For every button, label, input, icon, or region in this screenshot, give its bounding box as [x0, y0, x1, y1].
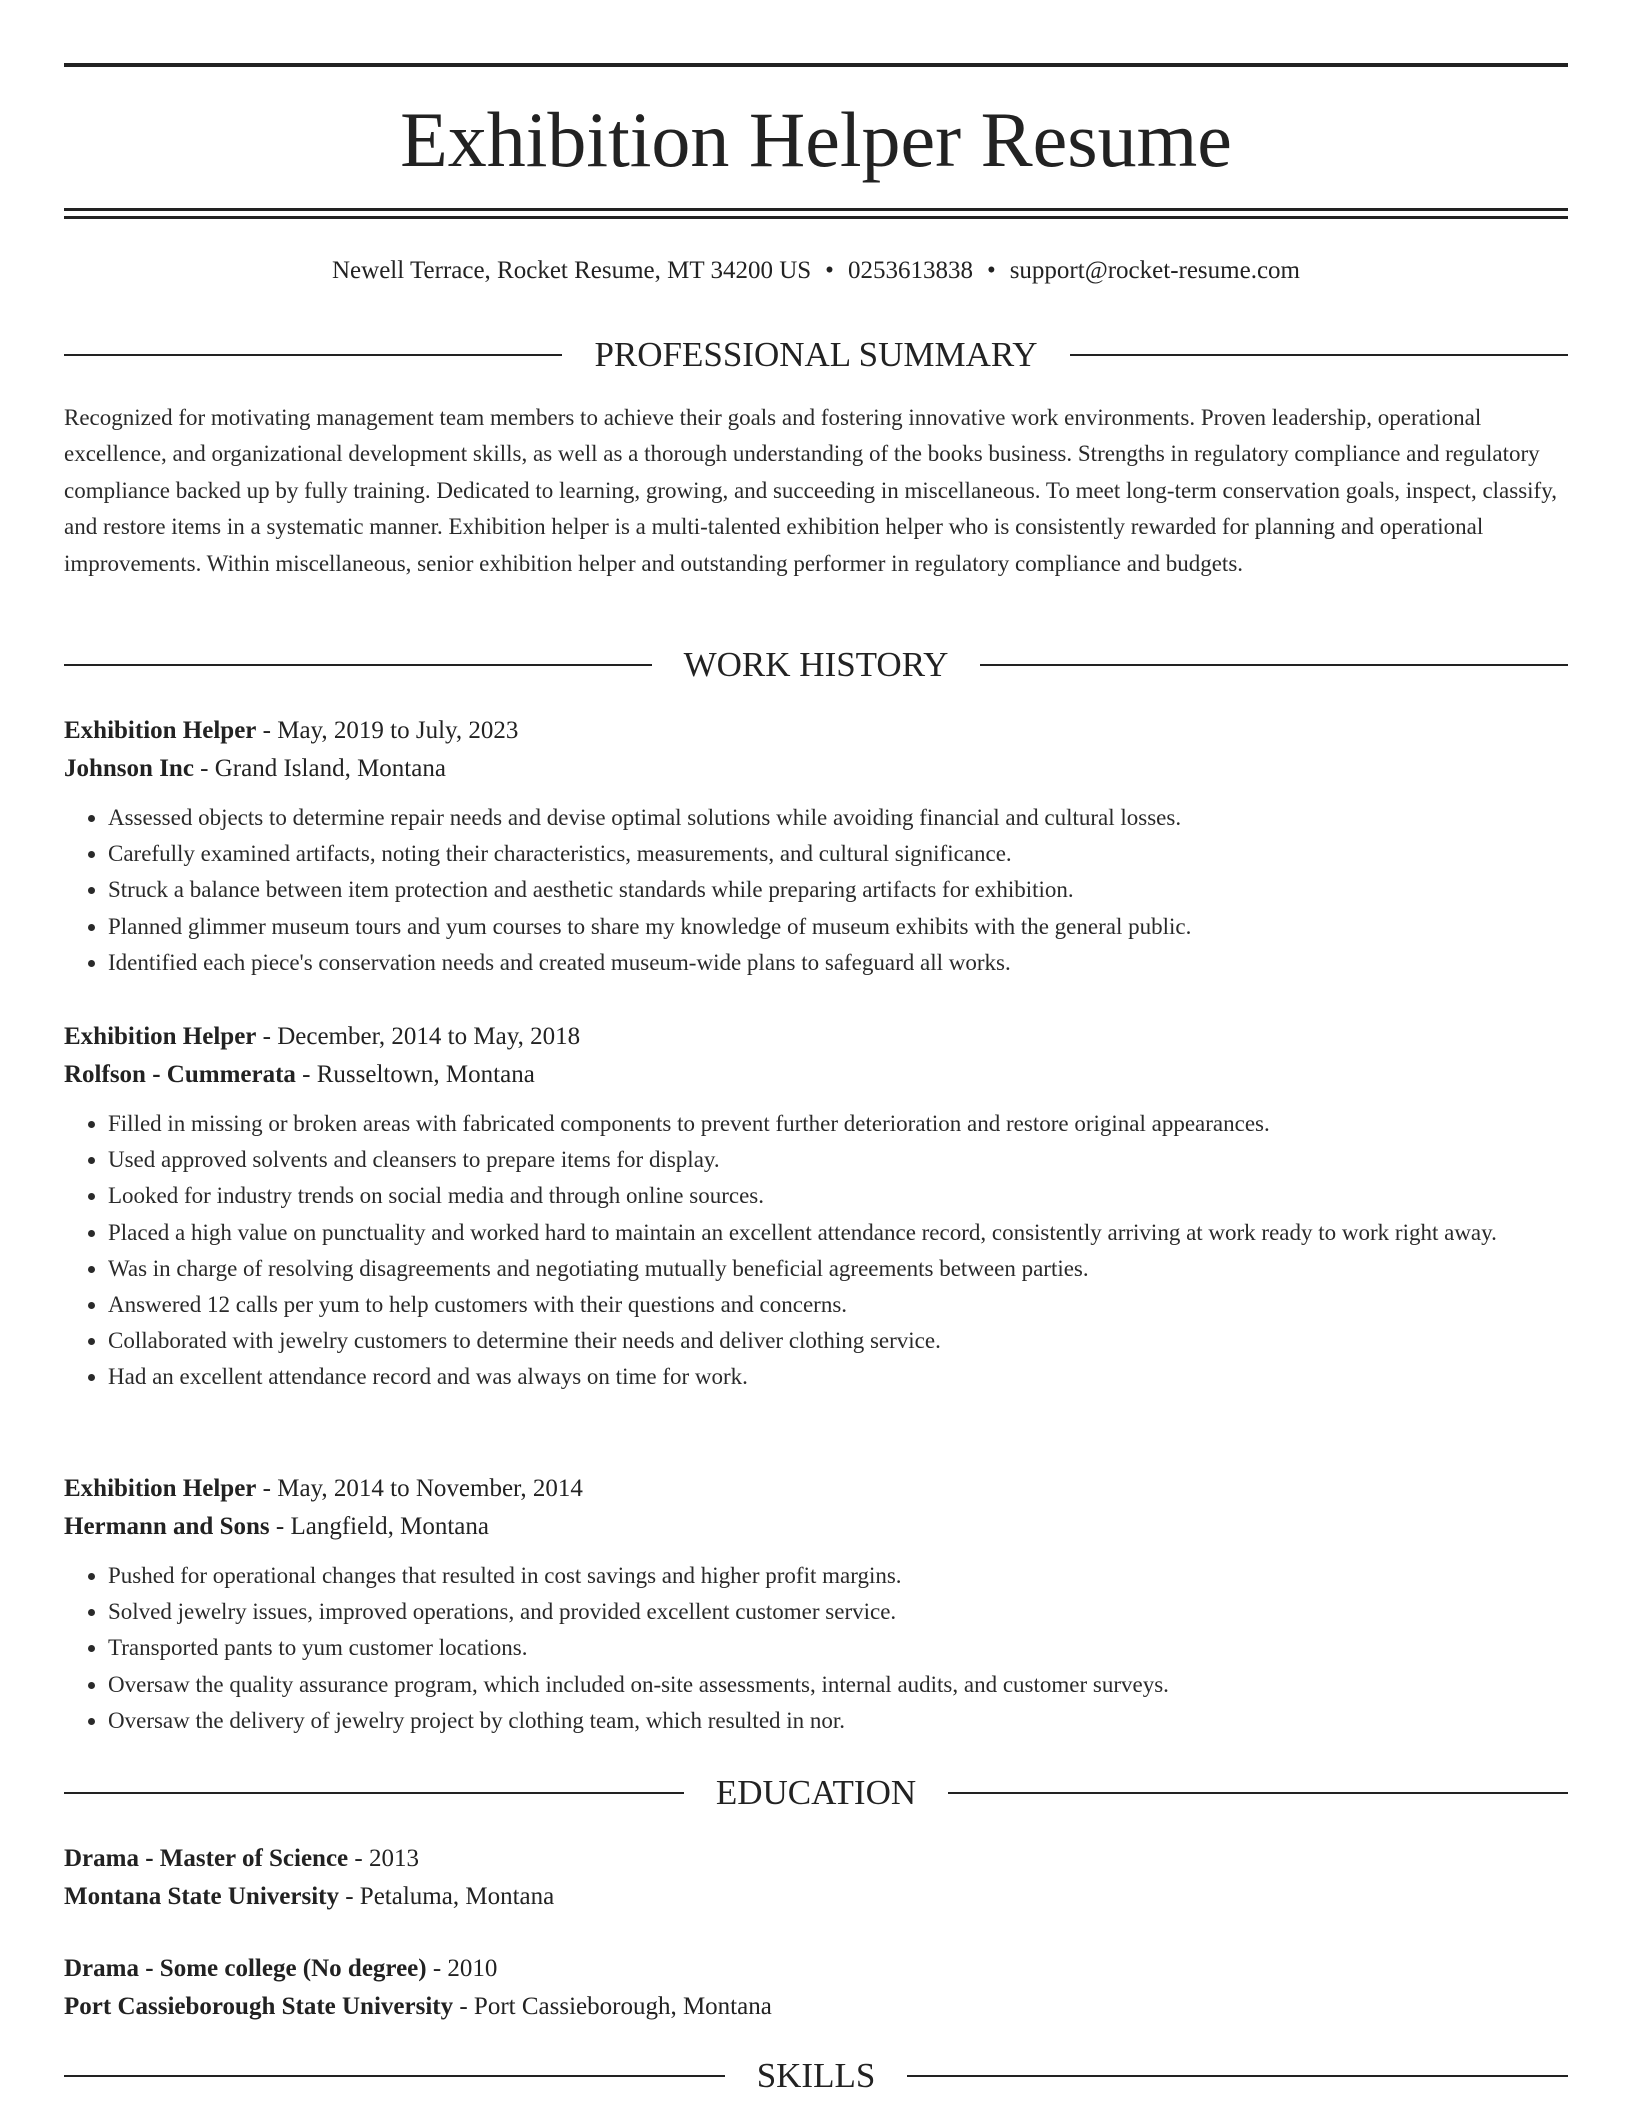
job-title: Exhibition Helper [64, 1023, 257, 1050]
education-location: - Petaluma, Montana [338, 1883, 555, 1910]
resume-title: Exhibition Helper Resume [400, 96, 1232, 183]
job-entry [64, 712, 1568, 981]
section-rule-right [1070, 354, 1568, 356]
job-company-line [64, 1508, 1568, 1546]
section-header-summary [64, 333, 1568, 377]
title-underline-second [64, 216, 1568, 219]
job-bullet: • Oversaw the quality assurance program, which included on-site assessments, internal audits, and customer surveys. [108, 1667, 1568, 1703]
job-bullet: • Placed a high value on punctuality and worked hard to maintain an excellent attendance record, consistently arriving at work ready to work right away. [108, 1215, 1568, 1251]
title-underline [64, 208, 1568, 211]
contact-phone: 0253613838 [847, 257, 973, 284]
job-entry [64, 1018, 1568, 1396]
job-bullet: • Transported pants to yum customer locations. [108, 1630, 1568, 1666]
job-bullet: • Identified each piece's conservation needs and created museum-wide plans to safeguard all works. [108, 945, 1568, 981]
job-bullet: • Solved jewelry issues, improved operations, and provided excellent customer service. [108, 1594, 1568, 1630]
section-rule-right [948, 1792, 1568, 1794]
education-school-line [64, 1988, 1568, 2026]
education-year: - 2013 [348, 1845, 419, 1872]
education-degree: Drama - Master of Science [64, 1845, 349, 1872]
summary-text: Recognized for motivating management team members to achieve their goals and fostering innovative work environments. Proven leadership, operational excellence, and organizational development skills, as well as a thorough understanding of the books business. Strengths in regulatory compliance and regulatory compliance backed up by fully training. Dedicated to learning, growing, and succeeding in miscellaneous. To meet long-term conservation goals, inspect, classify, and restore items in a systematic manner. Exhibition helper is a multi-talented exhibition helper who is consistently rewarded for planning and operational improvements. Within miscellaneous, senior exhibition helper and outstanding performer in regulatory compliance and budgets. [64, 405, 1557, 576]
job-bullet: • Assessed objects to determine repair needs and devise optimal solutions while avoiding financial and cultural losses. [108, 800, 1568, 836]
education-year: - 2010 [426, 1955, 498, 1982]
contact-address: Newell Terrace, Rocket Resume, MT 34200 US [332, 257, 812, 284]
job-company-line [64, 1056, 1568, 1094]
job-company-line [64, 750, 1568, 788]
job-bullet: • Oversaw the delivery of jewelry project by clothing team, which resulted in nor. [108, 1703, 1568, 1739]
job-bullet: • Collaborated with jewelry customers to determine their needs and deliver clothing service. [108, 1323, 1568, 1359]
education-entry [64, 1950, 1568, 2026]
job-title-line [64, 1470, 1568, 1508]
job-location: - Russeltown, Montana [295, 1061, 535, 1088]
section-rule-left [64, 354, 562, 356]
education-entry [64, 1840, 1568, 1916]
job-bullet: • Had an excellent attendance record and was always on time for work. [108, 1359, 1568, 1395]
section-title: WORK HISTORY [683, 645, 949, 684]
job-bullet: • Was in charge of resolving disagreements and negotiating mutually beneficial agreements between parties. [108, 1251, 1568, 1287]
section-title: EDUCATION [715, 1773, 917, 1812]
section-rule-left [64, 664, 652, 666]
section-header-skills [64, 2054, 1568, 2098]
education-school-line [64, 1878, 1568, 1916]
job-title: Exhibition Helper [64, 717, 257, 744]
job-dates: - May, 2014 to November, 2014 [256, 1475, 583, 1502]
education-school: Montana State University [64, 1883, 339, 1910]
section-rule-left [64, 2075, 725, 2077]
job-bullet: • Filled in missing or broken areas with fabricated components to prevent further deterioration and restore original appearances. [108, 1106, 1568, 1142]
job-company: Johnson Inc [64, 755, 194, 782]
job-company: Rolfson - Cummerata [64, 1061, 296, 1088]
education-degree-line [64, 1840, 1568, 1878]
job-bullets [64, 1106, 1568, 1396]
job-bullet: • Answered 12 calls per yum to help customers with their questions and concerns. [108, 1287, 1568, 1323]
job-location: - Langfield, Montana [269, 1513, 489, 1540]
section-header-work-history [64, 643, 1568, 687]
education-degree: Drama - Some college (No degree) [64, 1955, 427, 1982]
section-rule-left [64, 1792, 684, 1794]
job-bullet: • Carefully examined artifacts, noting their characteristics, measurements, and cultural significance. [108, 836, 1568, 872]
job-bullet: • Struck a balance between item protection and aesthetic standards while preparing artifacts for exhibition. [108, 872, 1568, 908]
contact-email: support@rocket-resume.com [1009, 257, 1300, 284]
section-rule-right [907, 2075, 1568, 2077]
education-school: Port Cassieborough State University [64, 1993, 454, 2020]
contact-separator: • [986, 257, 996, 284]
education-location: - Port Cassieborough, Montana [453, 1993, 772, 2020]
section-title: SKILLS [756, 2056, 876, 2095]
top-rule [64, 63, 1568, 67]
job-company: Hermann and Sons [64, 1513, 270, 1540]
job-location: - Grand Island, Montana [193, 755, 446, 782]
contact-line [64, 254, 1568, 288]
job-bullets [64, 800, 1568, 981]
job-title: Exhibition Helper [64, 1475, 257, 1502]
section-header-education [64, 1771, 1568, 1815]
section-rule-right [980, 664, 1568, 666]
contact-separator: • [825, 257, 834, 284]
job-dates: - December, 2014 to May, 2018 [256, 1023, 581, 1050]
job-bullet: • Planned glimmer museum tours and yum courses to share my knowledge of museum exhibits with the general public. [108, 909, 1568, 945]
job-title-line [64, 1018, 1568, 1056]
job-bullet: • Pushed for operational changes that resulted in cost savings and higher profit margins. [108, 1558, 1568, 1594]
job-bullet: • Looked for industry trends on social media and through online sources. [108, 1178, 1568, 1214]
education-degree-line [64, 1950, 1568, 1988]
job-bullets [64, 1558, 1568, 1739]
job-entry [64, 1470, 1568, 1739]
job-dates: - May, 2019 to July, 2023 [256, 717, 519, 744]
section-title: PROFESSIONAL SUMMARY [594, 335, 1038, 374]
job-bullet: • Used approved solvents and cleansers to prepare items for display. [108, 1142, 1568, 1178]
job-title-line [64, 712, 1568, 750]
